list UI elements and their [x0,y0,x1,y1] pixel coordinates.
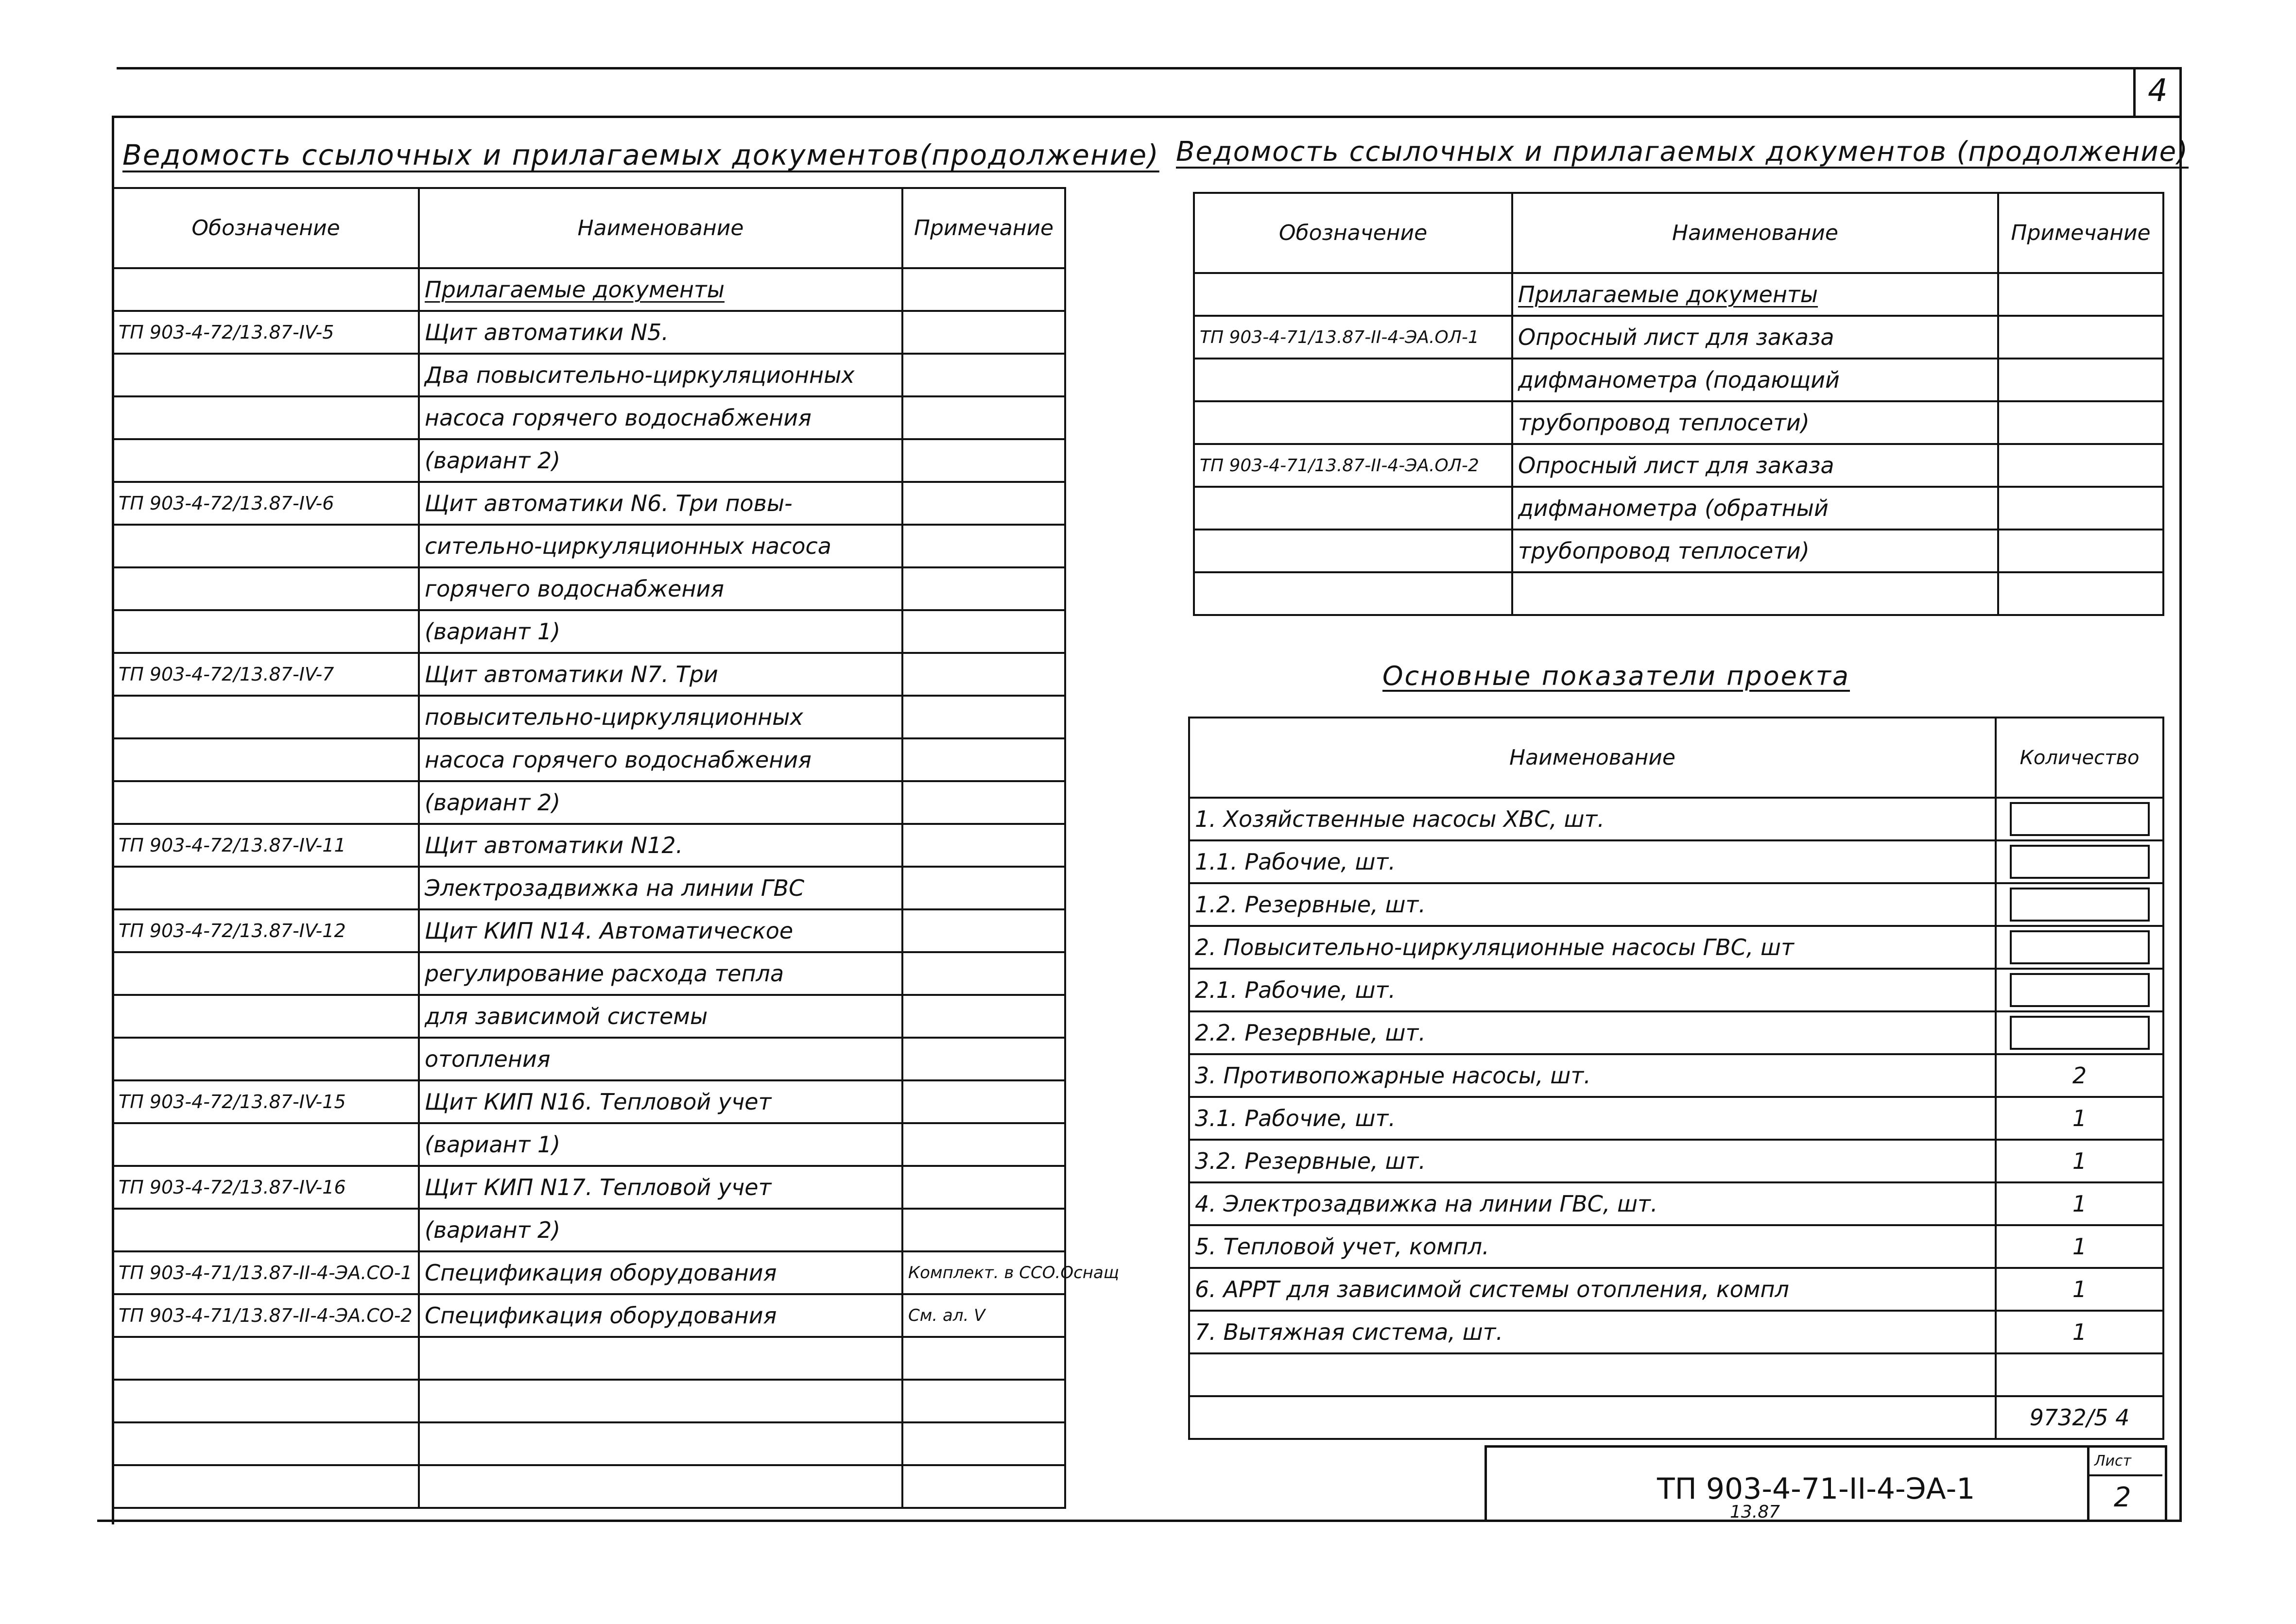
right-cell-code [1194,487,1512,530]
right-cell-name: Опросный лист для заказа [1512,444,1998,487]
indicator-qty: 1 [1996,1140,2163,1182]
indicator-name: 2. Повысительно-циркуляционные насосы ГВС, шт [1189,926,1996,969]
indicator-qty: 1 [1996,1268,2163,1311]
right-table-row [1194,401,2163,444]
right-cell-note [1998,359,2163,401]
left-cell-name [419,1422,902,1465]
left-cell-code [113,696,419,738]
left-cell-code [113,1038,419,1080]
left-cell-note [902,610,1065,653]
indicator-qty [1996,798,2163,840]
left-cell-note [902,1123,1065,1166]
left-cell-code [113,1465,419,1508]
left-cell-name [419,1337,902,1380]
indicator-row [1189,1225,2163,1268]
left-table-row [113,738,1065,781]
left-cell-code [113,439,419,482]
left-cell-code [113,1380,419,1422]
left-cell-name: Спецификация оборудования [419,1294,902,1337]
empty-value-box [2010,973,2150,1007]
indicator-row [1189,798,2163,840]
left-cell-note [902,1080,1065,1123]
left-cell-name: горячего водоснабжения [419,567,902,610]
left-cell-name: (вариант 1) [419,610,902,653]
right-table-row [1194,444,2163,487]
left-cell-code [113,268,419,311]
indicator-name: 3.1. Рабочие, шт. [1189,1097,1996,1140]
indicator-name: 2.2. Резервные, шт. [1189,1011,1996,1054]
left-cell-note [902,439,1065,482]
indicator-qty [1996,840,2163,883]
left-table-row [113,1209,1065,1251]
left-cell-code [113,567,419,610]
left-table-row [113,824,1065,867]
indicator-qty: 1 [1996,1182,2163,1225]
left-table-row [113,525,1065,567]
indicator-name [1189,1353,1996,1396]
indicator-name: 3.2. Резервные, шт. [1189,1140,1996,1182]
right-cell-name: дифманометра (обратный [1512,487,1998,530]
left-cell-note [902,867,1065,909]
left-cell-note [902,909,1065,952]
left-cell-note [902,482,1065,525]
sheet-number-box-left [2133,67,2136,116]
right-cell-name: Опросный лист для заказа [1512,316,1998,359]
title-block-divider [2087,1448,2089,1522]
frame-upper-line [112,116,2182,118]
left-cell-code [113,610,419,653]
stamp-sheet-label: Лист [2094,1453,2132,1470]
right-cell-note [1998,401,2163,444]
left-documents-table [112,187,1119,1509]
right-cell-name: трубопровод теплосети) [1512,401,1998,444]
indicator-row [1189,1268,2163,1311]
left-table-row [113,952,1065,995]
right-cell-name: дифманометра (подающий [1512,359,1998,401]
right-cell-note [1998,273,2163,316]
left-table-row [113,1337,1065,1380]
right-table-row [1194,487,2163,530]
right-cell-code: ТП 903-4-71/13.87-II-4-ЭА.ОЛ-1 [1194,316,1512,359]
left-cell-code: ТП 903-4-72/13.87-IV-6 [113,482,419,525]
indicator-row [1189,840,2163,883]
left-cell-code [113,867,419,909]
indicators-header-qty: Количество [1996,718,2163,798]
left-cell-name: Прилагаемые документы [419,268,902,311]
left-cell-name: отопления [419,1038,902,1080]
indicator-row [1189,1011,2163,1054]
left-cell-name: Спецификация оборудования [419,1251,902,1294]
left-cell-note [902,1166,1065,1209]
left-cell-name: насоса горячего водоснабжения [419,738,902,781]
stamp-sheet-divider [2089,1474,2162,1476]
left-table-row [113,696,1065,738]
left-cell-name: (вариант 2) [419,439,902,482]
right-documents-table [1193,192,2164,616]
right-table-row [1194,572,2163,615]
left-cell-note [902,781,1065,824]
left-cell-note [902,952,1065,995]
indicator-name: 1.2. Резервные, шт. [1189,883,1996,926]
left-cell-code [113,525,419,567]
right-table-body [1194,273,2163,615]
right-header-note: Примечание [1998,193,2163,273]
stamp-sheet-value: 2 [2114,1482,2131,1513]
right-header-code: Обозначение [1194,193,1512,273]
left-table-row [113,1123,1065,1166]
left-cell-code [113,995,419,1038]
left-cell-note [902,696,1065,738]
indicator-qty: 1 [1996,1311,2163,1353]
sheet-number: 4 [2148,73,2168,109]
indicators-header-name: Наименование [1189,718,1996,798]
left-cell-note [902,525,1065,567]
empty-value-box [2010,888,2150,922]
left-cell-code [113,1337,419,1380]
left-header-note: Примечание [902,188,1065,268]
left-cell-code [113,1422,419,1465]
left-table-row [113,482,1065,525]
left-table-row [113,867,1065,909]
left-table-title: Ведомость ссылочных и прилагаемых документов(продолжение) [122,138,1159,171]
left-cell-code: ТП 903-4-71/13.87-II-4-ЭА.СО-1 [113,1251,419,1294]
left-cell-note [902,1038,1065,1080]
left-table-row [113,567,1065,610]
left-cell-note [902,268,1065,311]
indicator-qty [1996,969,2163,1011]
left-table-row [113,439,1065,482]
left-cell-note [902,396,1065,439]
left-table-row [113,610,1065,653]
right-table-row [1194,359,2163,401]
left-cell-code [113,354,419,396]
left-cell-name: повысительно-циркуляционных [419,696,902,738]
right-cell-code [1194,273,1512,316]
right-table-row [1194,316,2163,359]
indicators-title: Основные показатели проекта [1382,661,1850,691]
left-cell-name: Щит КИП N16. Тепловой учет [419,1080,902,1123]
indicator-name: 3. Противопожарные насосы, шт. [1189,1054,1996,1097]
left-cell-code: ТП 903-4-72/13.87-IV-12 [113,909,419,952]
right-cell-code: ТП 903-4-71/13.87-II-4-ЭА.ОЛ-2 [1194,444,1512,487]
left-cell-name: Щит автоматики N7. Три [419,653,902,696]
empty-value-box [2010,930,2150,964]
indicator-name: 5. Тепловой учет, компл. [1189,1225,1996,1268]
left-cell-code [113,738,419,781]
left-cell-name: (вариант 1) [419,1123,902,1166]
right-cell-note [1998,487,2163,530]
left-table-row [113,1380,1065,1422]
left-cell-note [902,653,1065,696]
indicator-name [1189,1396,1996,1439]
indicator-row [1189,969,2163,1011]
indicator-row [1189,926,2163,969]
left-cell-name: Щит КИП N14. Автоматическое [419,909,902,952]
right-cell-name: трубопровод теплосети) [1512,530,1998,572]
left-table-row [113,1038,1065,1080]
left-cell-note [902,738,1065,781]
indicator-row [1189,1097,2163,1140]
left-cell-name: Электрозадвижка на линии ГВС [419,867,902,909]
frame-top-line [117,67,2182,69]
indicator-row [1189,1140,2163,1182]
left-cell-code [113,1209,419,1251]
left-cell-name: насоса горячего водоснабжения [419,396,902,439]
left-cell-note [902,1465,1065,1508]
left-cell-code: ТП 903-4-72/13.87-IV-7 [113,653,419,696]
frame-right-line [2179,67,2182,1520]
indicator-row [1189,1054,2163,1097]
right-cell-name: Прилагаемые документы [1512,273,1998,316]
left-cell-code: ТП 903-4-72/13.87-IV-16 [113,1166,419,1209]
left-table-row [113,995,1065,1038]
left-cell-name: Два повысительно-циркуляционных [419,354,902,396]
right-cell-code [1194,530,1512,572]
left-cell-name: Щит автоматики N6. Три повы- [419,482,902,525]
stamp-code: ТП 903-4-71-II-4-ЭА-1 [1657,1472,1975,1506]
left-cell-note: См. ал. V [902,1294,1065,1337]
left-cell-name: для зависимой системы [419,995,902,1038]
left-table-row [113,653,1065,696]
left-cell-code [113,1123,419,1166]
left-cell-name: (вариант 2) [419,1209,902,1251]
indicator-name: 6. АРРТ для зависимой системы отопления, компл [1189,1268,1996,1311]
left-cell-note [902,995,1065,1038]
right-cell-note [1998,530,2163,572]
right-cell-note [1998,572,2163,615]
left-table-row [113,354,1065,396]
left-cell-code: ТП 903-4-71/13.87-II-4-ЭА.СО-2 [113,1294,419,1337]
left-table-row [113,1166,1065,1209]
left-header-code: Обозначение [113,188,419,268]
left-cell-name: сительно-циркуляционных насоса [419,525,902,567]
left-table-row [113,268,1065,311]
left-table-row [113,781,1065,824]
indicator-name: 2.1. Рабочие, шт. [1189,969,1996,1011]
empty-value-box [2010,802,2150,836]
left-cell-code [113,396,419,439]
left-table-row [113,1251,1065,1294]
left-table-row [113,1422,1065,1465]
indicator-qty [1996,926,2163,969]
indicator-row [1189,1311,2163,1353]
left-cell-note [902,311,1065,354]
indicator-row [1189,1182,2163,1225]
right-cell-code [1194,359,1512,401]
indicator-name: 1. Хозяйственные насосы ХВС, шт. [1189,798,1996,840]
right-cell-code [1194,572,1512,615]
indicator-qty: 1 [1996,1097,2163,1140]
left-header-name: Наименование [419,188,902,268]
left-cell-name: Щит автоматики N12. [419,824,902,867]
left-cell-name: регулирование расхода тепла [419,952,902,995]
left-cell-note [902,1209,1065,1251]
indicator-qty [1996,883,2163,926]
indicator-name: 1.1. Рабочие, шт. [1189,840,1996,883]
empty-value-box [2010,845,2150,879]
left-cell-name [419,1380,902,1422]
left-table-row [113,311,1065,354]
empty-value-box [2010,1016,2150,1050]
indicator-qty: 9732/5 4 [1996,1396,2163,1439]
indicator-name: 4. Электрозадвижка на линии ГВС, шт. [1189,1182,1996,1225]
left-cell-name [419,1465,902,1508]
right-table-row [1194,273,2163,316]
left-cell-note [902,567,1065,610]
left-cell-note: Комплект. в ССО.Оснащ [902,1251,1065,1294]
indicator-qty: 1 [1996,1225,2163,1268]
left-cell-name: Щит автоматики N5. [419,311,902,354]
right-cell-code [1194,401,1512,444]
left-cell-code: ТП 903-4-72/13.87-IV-5 [113,311,419,354]
indicator-name: 7. Вытяжная система, шт. [1189,1311,1996,1353]
left-table-row [113,396,1065,439]
left-cell-note [902,1380,1065,1422]
left-table-row [113,1465,1065,1508]
left-table-row [113,909,1065,952]
indicator-qty: 2 [1996,1054,2163,1097]
indicator-row [1189,1353,2163,1396]
left-cell-note [902,354,1065,396]
left-cell-code: ТП 903-4-72/13.87-IV-15 [113,1080,419,1123]
right-cell-note [1998,316,2163,359]
stamp-year: 13.87 [1730,1502,1780,1522]
left-cell-code [113,781,419,824]
left-cell-name: Щит КИП N17. Тепловой учет [419,1166,902,1209]
right-cell-note [1998,444,2163,487]
title-block [1485,1445,2167,1522]
right-cell-name [1512,572,1998,615]
indicator-row [1189,1396,2163,1439]
indicators-table [1188,717,2164,1440]
right-header-name: Наименование [1512,193,1998,273]
right-table-title: Ведомость ссылочных и прилагаемых документов (продолжение) [1176,136,2189,168]
left-table-row [113,1294,1065,1337]
left-cell-note [902,1422,1065,1465]
left-cell-note [902,1337,1065,1380]
left-cell-name: (вариант 2) [419,781,902,824]
left-cell-note [902,824,1065,867]
left-cell-code: ТП 903-4-72/13.87-IV-11 [113,824,419,867]
left-cell-code [113,952,419,995]
indicator-qty [1996,1011,2163,1054]
indicator-qty [1996,1353,2163,1396]
right-table-row [1194,530,2163,572]
left-table-row [113,1080,1065,1123]
left-table-body [113,268,1119,1508]
indicator-row [1189,883,2163,926]
indicators-table-body [1189,798,2163,1439]
